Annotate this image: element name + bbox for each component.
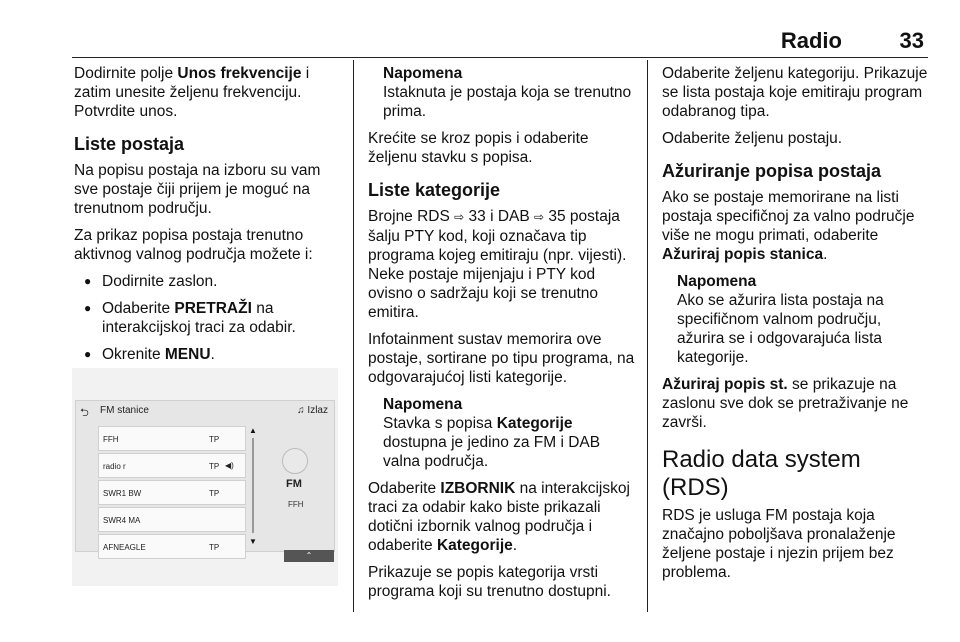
paragraph: Ako se postaje memorirane na listi postaja specifičnoj za valno područje više ne mogu primati, odaberite Ažuriraj popis stanica. bbox=[662, 189, 915, 263]
paragraph: Brojne RDS ⇨ 33 i DAB ⇨ 35 postaja šalju PTY kod, koji označava tip programa kojeg emitiraju (npr. vijesti). Neke postaje mijenjaju i PTY kod ovisno o sadržaju koji se trenutno emitira. bbox=[368, 208, 627, 321]
current-station: FFH bbox=[288, 500, 304, 509]
station-list bbox=[98, 426, 246, 561]
list-item: ● Dodirnite zaslon. bbox=[74, 272, 344, 291]
arrow-reference-icon: ⇨ bbox=[534, 210, 545, 224]
chevron-down-icon: ▼ bbox=[249, 537, 257, 546]
back-arrow-icon: ⮌ bbox=[80, 407, 89, 419]
exit-button: ♫ Izlaz bbox=[297, 405, 328, 416]
section-heading-liste-postaja: Liste postaja bbox=[74, 134, 185, 154]
note-title: Napomena bbox=[383, 65, 463, 82]
paragraph: Infotainment sustav memorira ove postaje, sortirane po tipu programa, na odgovarajućoj listi kategorije. bbox=[368, 331, 635, 386]
scrollbar bbox=[248, 426, 258, 546]
paragraph: RDS je usluga FM postaja koja značajno poboljšava pronalaženje željene postaje i njezin prijem bez problema. bbox=[662, 507, 896, 581]
screen-title: FM stanice bbox=[100, 405, 149, 416]
scrollbar-track bbox=[252, 438, 254, 533]
section-heading-liste-kategorije: Liste kategorije bbox=[368, 180, 501, 200]
speaker-icon: ◀) bbox=[225, 461, 234, 470]
station-list-screenshot bbox=[72, 368, 338, 586]
note-text: Istaknuta je postaja koja se trenutno prima. bbox=[383, 84, 632, 120]
note-title: Napomena bbox=[677, 273, 757, 290]
column-2 bbox=[368, 64, 638, 609]
page-header bbox=[72, 28, 928, 54]
paragraph: Prikazuje se popis kategorija vrsti programa koji su trenutno dostupni. bbox=[368, 564, 611, 600]
list-item: SWR4 MA bbox=[98, 507, 246, 532]
arrow-reference-icon: ⇨ bbox=[454, 210, 465, 224]
header-rule bbox=[72, 57, 928, 58]
list-item: radio r TP ◀) bbox=[98, 453, 246, 478]
expand-button: ⌃ bbox=[284, 550, 334, 562]
paragraph: Ažuriraj popis st. se prikazuje na zaslonu sve dok se pretraživanje ne završi. bbox=[662, 376, 909, 431]
paragraph: Odaberite željenu kategoriju. Prikazuje se lista postaja koje emitiraju program odabranog tipa. bbox=[662, 65, 928, 120]
note bbox=[662, 272, 930, 367]
list-item: ● Odaberite PRETRAŽI na interakcijskoj traci za odabir. bbox=[74, 299, 344, 337]
note bbox=[368, 64, 638, 121]
list-item: FFH TP bbox=[98, 426, 246, 451]
note-text: Ako se ažurira lista postaja na specifičnom valnom području, ažurira se i odgovarajuća lista kategorije. bbox=[677, 292, 884, 366]
screen-top-bar bbox=[76, 402, 334, 420]
column-3 bbox=[662, 64, 930, 590]
list-item: SWR1 BW TP bbox=[98, 480, 246, 505]
paragraph: Dodirnite polje Unos frekvencije i zatim unesite željenu frekvenciju. Potvrdite unos. bbox=[74, 65, 310, 120]
section-heading-azuriranje: Ažuriranje popisa postaja bbox=[662, 161, 882, 181]
paragraph: Krećite se kroz popis i odaberite željenu stavku s popisa. bbox=[368, 130, 589, 166]
column-1 bbox=[74, 64, 344, 399]
page-title: Radio bbox=[780, 28, 842, 53]
chevron-up-icon: ▲ bbox=[249, 426, 257, 435]
paragraph: Odaberite željenu postaju. bbox=[662, 130, 843, 147]
section-heading-rds: Radio data system (RDS) bbox=[662, 446, 861, 501]
paragraph: Odaberite IZBORNIK na interakcijskoj traci za odabir kako biste prikazali dotični izbornik valnog područja i odaberite Kategorije. bbox=[368, 480, 630, 554]
column-divider-2 bbox=[647, 60, 648, 612]
dial-icon bbox=[282, 448, 308, 474]
paragraph: Za prikaz popisa postaja trenutno aktivnog valnog područja možete i: bbox=[74, 227, 313, 263]
list-item: ● Okrenite MENU. bbox=[74, 345, 344, 364]
note-title: Napomena bbox=[383, 396, 463, 413]
column-divider-1 bbox=[353, 60, 354, 612]
note: Napomena Stavka s popisa Kategorije dostupna je jedino za FM i DAB valna područja. bbox=[368, 395, 638, 471]
paragraph: Na popisu postaja na izboru su vam sve postaje čiji prijem je moguć na trenutnom području. bbox=[74, 162, 321, 217]
list-item: AFNEAGLE TP bbox=[98, 534, 246, 559]
page-number: 33 bbox=[899, 28, 924, 53]
band-label: FM bbox=[286, 478, 302, 490]
